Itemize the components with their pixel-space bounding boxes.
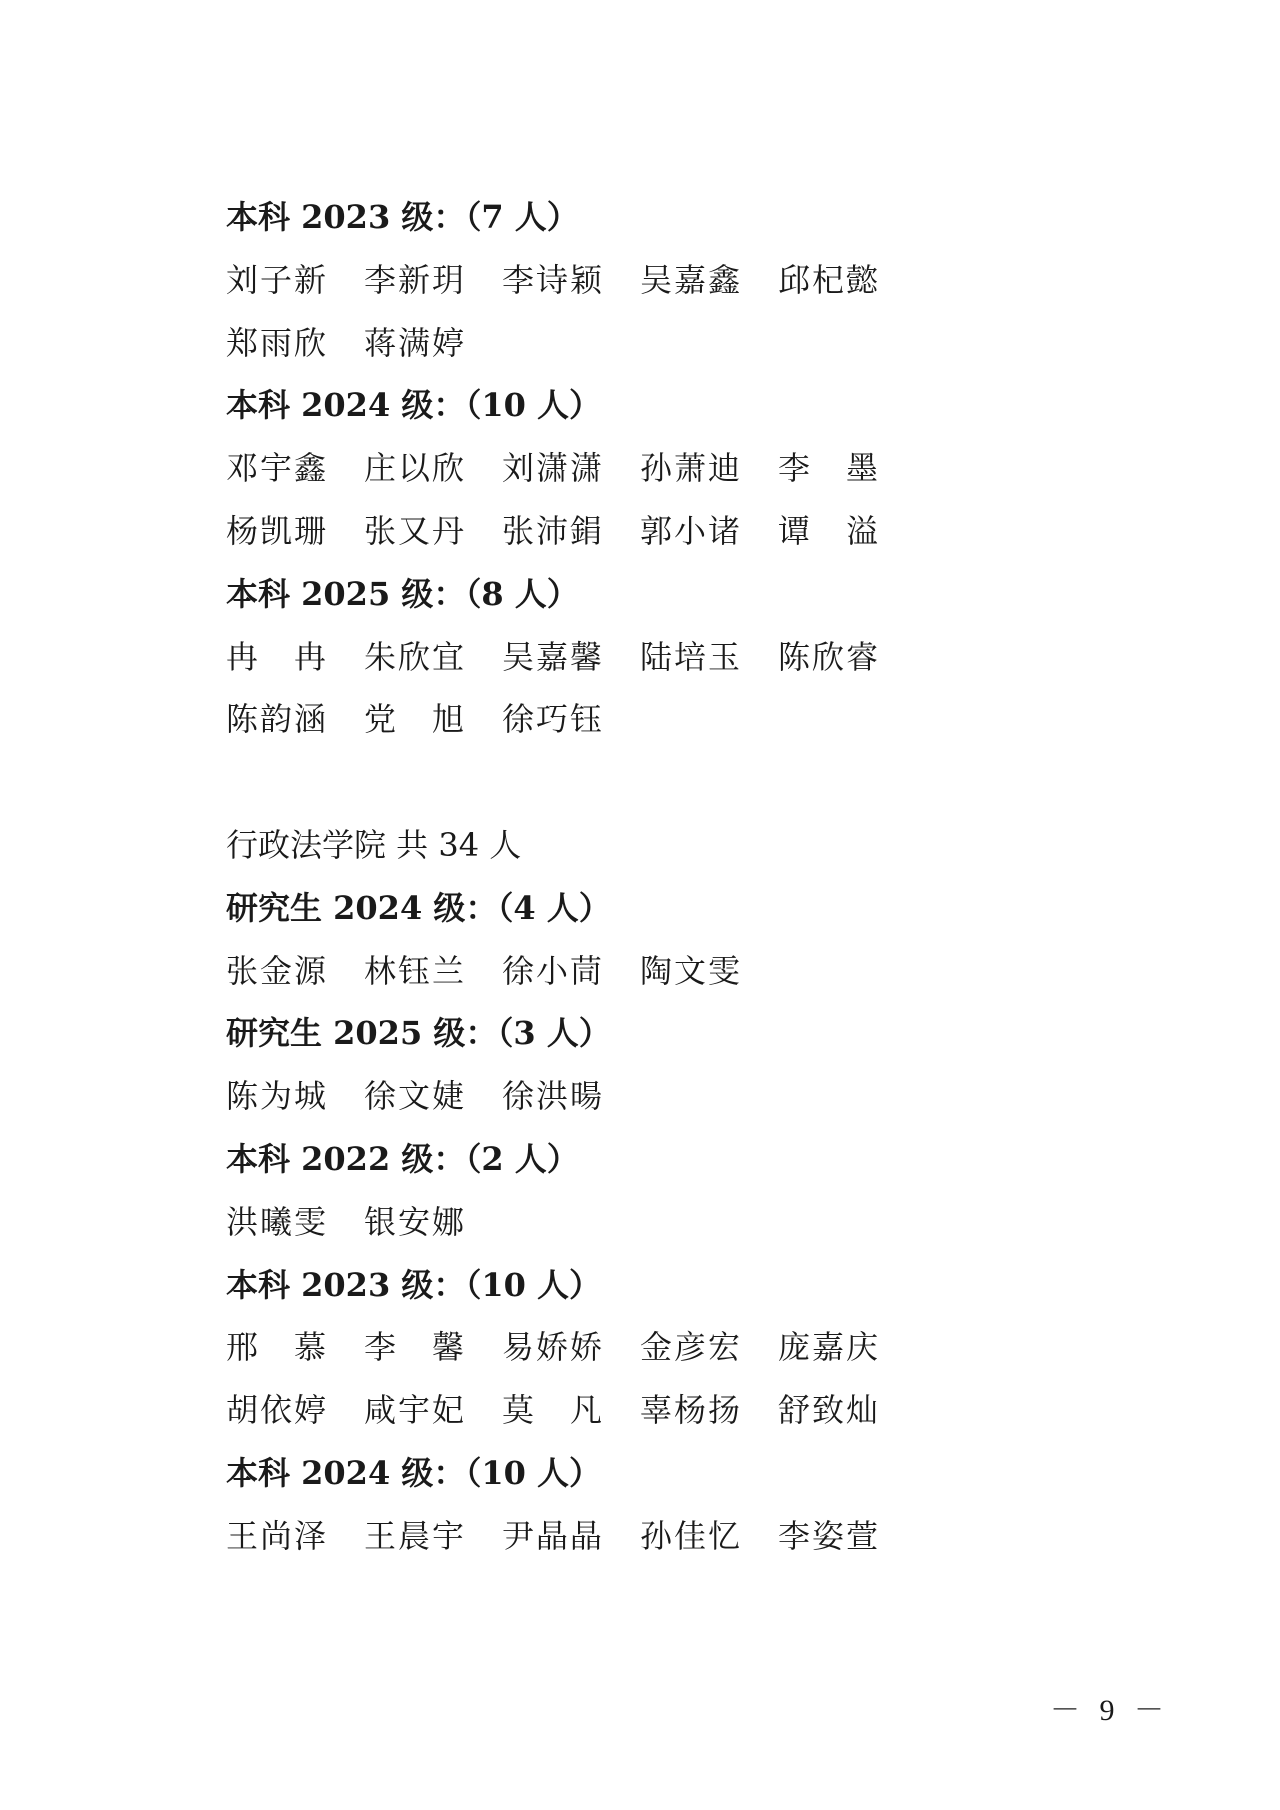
student-name: 陶文雯 [640,951,743,990]
student-name: 银安娜 [364,1202,467,1241]
student-name: 吴嘉馨 [502,637,605,676]
student-name: 李 墨 [778,449,881,488]
student-name: 刘潇潇 [502,449,605,488]
student-name: 莫 凡 [502,1391,605,1430]
section-spacer [226,751,1126,814]
name-row [226,940,1126,1003]
student-name: 刘子新 [226,260,329,299]
student-name: 邢 慕 [226,1328,329,1367]
student-name: 李新玥 [364,260,467,299]
name-row [226,688,1126,751]
student-name: 洪曦雯 [226,1202,329,1241]
student-name: 金彦宏 [640,1328,743,1367]
student-name: 王晨宇 [364,1516,467,1555]
student-name: 庄以欣 [364,449,467,488]
student-name: 王尚泽 [226,1516,329,1555]
student-name: 张又丹 [364,511,467,550]
name-row [226,626,1126,689]
name-row [226,1379,1126,1442]
student-name: 庞嘉庆 [778,1328,881,1367]
name-row [226,500,1126,563]
student-name: 易娇娇 [502,1328,605,1367]
student-name: 吴嘉鑫 [640,260,743,299]
name-row [226,1316,1126,1379]
student-name: 邱杞懿 [778,260,881,299]
student-name: 党 旭 [364,700,467,739]
student-name: 陈韵涵 [226,700,329,739]
student-name: 李 馨 [364,1328,467,1367]
grade-heading: 本科 2023 级：（10 人） [226,1265,602,1304]
college-heading: 行政法学院 共 34 人 [226,825,522,864]
student-name: 孙佳忆 [640,1516,743,1555]
student-name: 孙萧迪 [640,449,743,488]
student-name: 舒致灿 [778,1391,881,1430]
student-name: 徐巧钰 [502,700,605,739]
name-row [226,437,1126,500]
student-name: 徐小茼 [502,951,605,990]
student-name: 辜杨扬 [640,1391,743,1430]
page-content [226,186,1126,1568]
student-name: 徐文婕 [364,1077,467,1116]
student-name: 陆培玉 [640,637,743,676]
student-name: 尹晶晶 [502,1516,605,1555]
student-name: 徐洪暘 [502,1077,605,1116]
student-name: 陈欣睿 [778,637,881,676]
grade-heading: 本科 2025 级：（8 人） [226,574,579,613]
student-name: 李诗颖 [502,260,605,299]
student-name: 冉 冉 [226,637,329,676]
name-row [226,1191,1126,1254]
student-name: 陈为城 [226,1077,329,1116]
grade-heading: 本科 2023 级：（7 人） [226,198,579,236]
grade-heading: 本科 2024 级：（10 人） [226,1453,602,1492]
student-name: 张金源 [226,951,329,990]
name-row [226,249,1126,312]
grade-heading: 研究生 2024 级：（4 人） [226,888,611,927]
page-number: － 9 － [1050,1694,1170,1727]
student-name: 李姿萱 [778,1516,881,1555]
grade-heading: 本科 2022 级：（2 人） [226,1139,579,1178]
student-name: 邓宇鑫 [226,449,329,488]
student-name: 林钰兰 [364,951,467,990]
name-row [226,1065,1126,1128]
grade-heading: 研究生 2025 级：（3 人） [226,1014,611,1053]
student-name: 胡依婷 [226,1391,329,1430]
student-name: 张沛鋗 [502,511,605,550]
name-row [226,312,1126,375]
student-name: 蒋满婷 [364,323,467,362]
student-name: 郑雨欣 [226,323,329,362]
name-row [226,1505,1126,1568]
student-name: 杨凯珊 [226,511,329,550]
student-name: 朱欣宜 [364,637,467,676]
student-name: 谭 溢 [778,511,881,550]
student-name: 郭小诸 [640,511,743,550]
student-name: 咸宇妃 [364,1391,467,1430]
grade-heading: 本科 2024 级：（10 人） [226,386,602,425]
